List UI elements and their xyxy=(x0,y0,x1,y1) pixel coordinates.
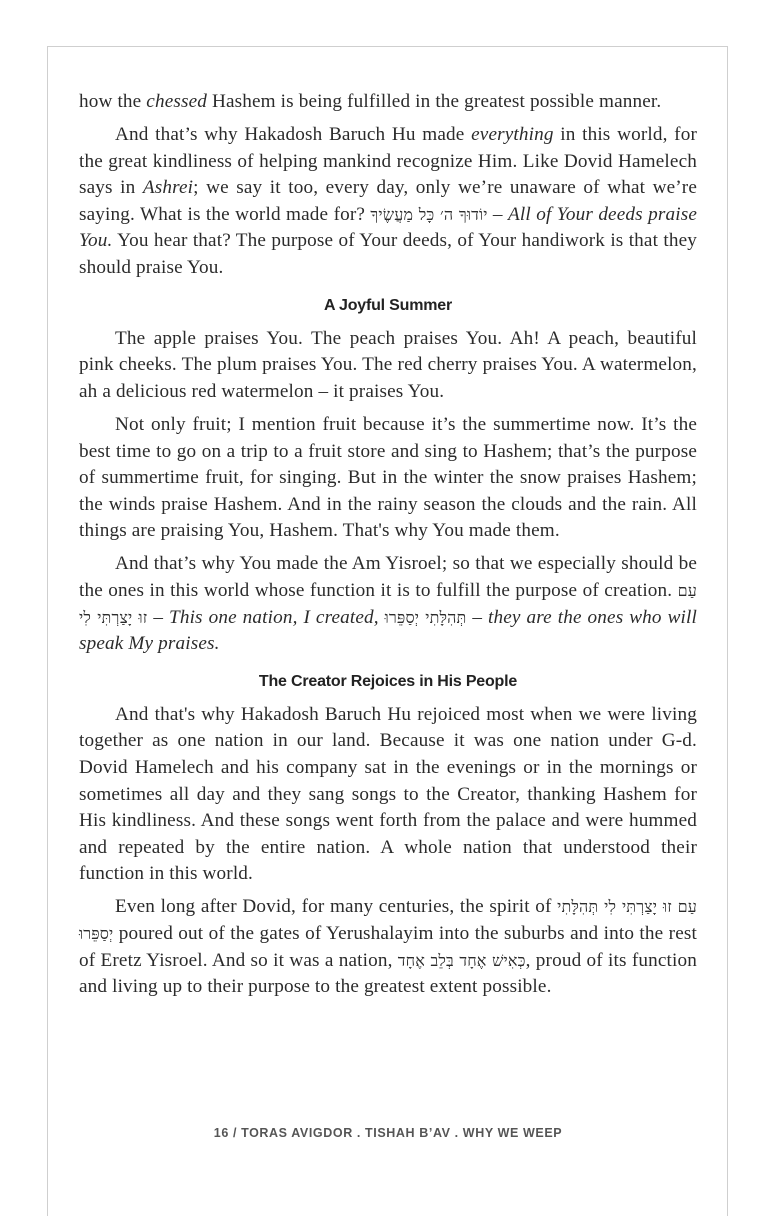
text-run: And that's why Hakadosh Baruch Hu rejoiced most when we were living together as one nation in our land. Because it was one nation under G-d. Dovid Hamelech and his company sat in the evenings or in the mornings or sometimes all day and they sang songs to the Creator, thanking Hashem for His kindliness. And these songs went forth from the palace and were hummed and repeated by the entire nation. A whole nation that understood their function in this world. xyxy=(79,703,697,885)
text-run: The apple praises You. The peach praises You. Ah! A peach, beautiful pink cheeks. The plum praises You. The red cherry praises You. A watermelon, ah a delicious red watermelon – it praises You. xyxy=(79,327,697,402)
paragraph xyxy=(79,702,697,888)
text-run: ; we say it too, every day, only we’re unaware of what we’re saying. What is the world made for? xyxy=(79,177,697,225)
paragraph xyxy=(79,412,697,545)
hebrew-quote: עַם זוּ יָצַרְתִּי לִי xyxy=(79,581,697,627)
text-run: Hashem is being fulfilled in the greatest possible manner. xyxy=(207,91,662,112)
text-run: poured out of the gates of Yerushalayim into the suburbs and into the rest of Eretz Yisroel. And so it was a nation, xyxy=(79,923,697,971)
hebrew-quote: עַם זוּ יָצַרְתִּי לִי תְּהִלָּתִי יְסַפֵּרוּ xyxy=(79,897,698,944)
text-run: in this world, for the great kindliness of helping mankind recognize Him. Like Dovid Hamelech says in xyxy=(79,124,697,199)
section-heading: The Creator Rejoices in His People xyxy=(258,672,518,690)
text-run: , proud of its function and living up to their purpose to the greatest extent possible. xyxy=(79,949,697,998)
text-run: – xyxy=(466,606,489,628)
paragraph xyxy=(79,551,697,657)
text-run: And that’s why Hakadosh Baruch Hu made xyxy=(115,124,472,146)
section-heading: A Joyful Summer xyxy=(324,296,452,314)
text-run: how the xyxy=(79,91,147,112)
paragraph xyxy=(79,89,697,116)
hebrew-quote: תְּהִלָּתִי יְסַפֵּרוּ xyxy=(384,607,467,627)
italic-text: All of Your deeds praise You. xyxy=(79,203,697,252)
hebrew-quote: כְּאִישׁ אֶחָד בְּלֵב אֶחָד xyxy=(397,950,526,970)
italic-text: chessed xyxy=(146,91,208,112)
italic-text: they are the ones who will speak My praises. xyxy=(79,606,697,655)
text-run: – xyxy=(147,606,169,628)
text-run: – xyxy=(487,203,509,225)
text-run: Not only fruit; I mention fruit because it’s the summertime now. It’s the best time to go on a trip to a fruit store and sing to Hashem; that’s the purpose of summertime fruit, for singing. But in the winter the snow praises Hashem; the winds praise Hashem. And in the rainy season the clouds and the rain. All things are praising You, Hashem. That's why You made them. xyxy=(79,413,697,542)
italic-text: everything xyxy=(471,124,554,146)
paragraph xyxy=(79,894,697,1000)
paragraph xyxy=(79,326,697,406)
hebrew-quote: יוֹדוּךָ ה׳ כָּל מַעֲשֶׂיךָ xyxy=(370,204,488,224)
paragraph xyxy=(79,122,697,282)
text-run: And that’s why You made the Am Yisroel; so that we especially should be the ones in this world whose function it is to fulfill the purpose of creation. xyxy=(79,553,697,601)
italic-text: This one nation, I created, xyxy=(169,606,379,628)
text-run: You hear that? The purpose of Your deeds, of Your handiwork is that they should praise You. xyxy=(79,230,697,279)
text-run: Even long after Dovid, for many centuries, the spirit of xyxy=(115,896,558,918)
italic-text: Ashrei xyxy=(142,177,194,199)
page-footer: 16 / TORAS AVIGDOR . TISHAH B’AV . WHY WE WEEP xyxy=(213,1126,563,1140)
page-body xyxy=(79,89,697,1007)
